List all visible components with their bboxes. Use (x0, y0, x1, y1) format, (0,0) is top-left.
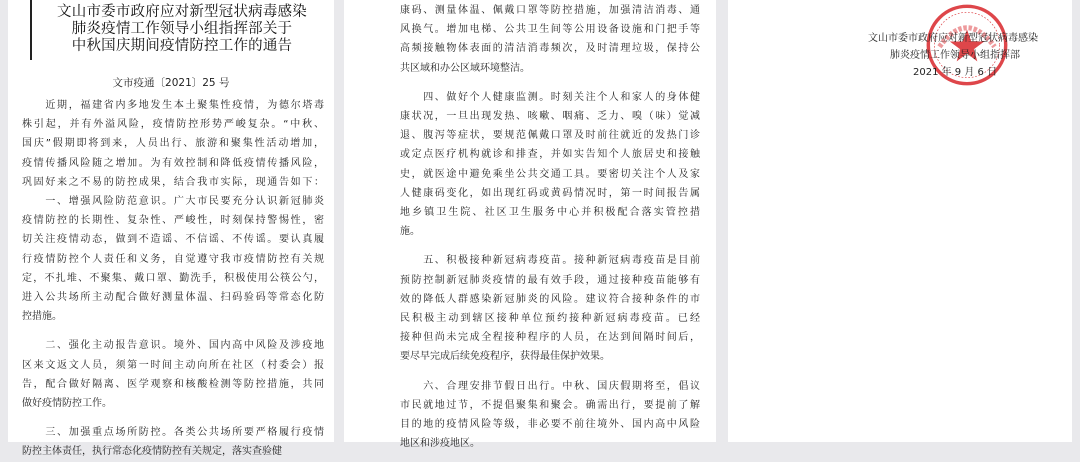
text-line: 施。 (400, 226, 420, 238)
text-line: 目的地的疫情风险等级，非必要不前往境外、国内高中风险 (400, 419, 700, 431)
title-line: 文山市委市政府应对新型冠状病毒感染 (57, 4, 307, 20)
text-line: 巩固好来之不易的防控成果，结合我市实际，现通告如下： (22, 176, 324, 188)
text-line: 近期，福建省内多地发生本土聚集性疫情，为德尔塔毒 (22, 100, 324, 111)
text-line: 定，不扎堆、不聚集、戴口罩、勤洗手，积极使用公筷公勺， (22, 272, 324, 284)
page-2-body (400, 1, 700, 453)
text-line: 国庆”假期即将到来，人员出行、旅游和聚集性活动增加， (22, 138, 324, 150)
text-line: 告，配合做好隔离、医学观察和核酸检测等防控措施，共同 (22, 378, 324, 390)
paragraph-gap (400, 241, 700, 251)
text-line: 五、积极接种新冠病毒疫苗。接种新冠病毒疫苗是目前 (400, 255, 700, 267)
text-line: 六、合理安排节假日出行。中秋、国庆假期将至，倡议 (400, 380, 700, 392)
text-line: 人健康码变化，如出现红码或黄码情况时，第一时间报告属 (400, 187, 700, 199)
text-line: 控措施。 (22, 311, 62, 323)
text-line: 株引起，并有外溢风险，疫情防控形势严峻复杂。“中秋、 (22, 119, 324, 131)
text-line: 二、强化主动报告意识。境外、国内高中风险及涉疫地 (22, 340, 324, 352)
text-line: 地区和涉疫地区。 (400, 438, 480, 450)
text-line: 疫情传播风险随之增加。为有效控制和降低疫情传播风险， (22, 157, 324, 169)
text-line: 退、腹泻等症状，要规范佩戴口罩及时前往就近的发热门诊 (400, 130, 700, 142)
paragraph-gap (22, 413, 324, 423)
text-line: 防控主体责任，执行常态化疫情防控有关规定，落实查验健 (22, 446, 282, 458)
text-line: 预防控制新冠肺炎疫情的最有效手段，通过接种疫苗能够有 (400, 274, 700, 286)
paragraph-gap (400, 78, 700, 88)
text-line: 进入公共场所主动配合做好测量体温、扫码验码等常态化防 (22, 292, 324, 304)
text-line: 市民就地过节，不提倡聚集和聚会。确需出行，要提前了解 (400, 399, 700, 411)
text-line: 共区域和办公区域环境整洁。 (400, 62, 530, 74)
paragraph-gap (400, 367, 700, 377)
text-line: 康状况，一旦出现发热、咳嗽、咽痛、乏力、嗅（味）觉减 (400, 111, 700, 123)
text-line: 或定点医疗机构就诊和排查，并如实告知个人旅居史和接触 (400, 149, 700, 161)
text-line: 民积极主动到辖区接种单位预约接种新冠病毒疫苗。已经 (400, 313, 700, 325)
issuer-line: 肺炎疫情工作领导小组指挥部 (890, 50, 1020, 61)
text-line: 接种但尚未完成全程接种程序的人员，在达到间隔时间后， (400, 332, 700, 344)
text-line: 地乡镇卫生院、社区卫生服务中心并积极配合落实管控措 (400, 207, 700, 219)
text-line: 行疫情防控个人责任和义务，自觉遵守我市疫情防控有关规 (22, 253, 324, 265)
paragraph-gap (22, 326, 324, 336)
text-line: 四、做好个人健康监测。时刻关注个人和家人的身体健 (400, 91, 700, 103)
text-line: 高频接触物体表面的清洁消毒频次，及时清理垃圾，保持公 (400, 43, 700, 55)
document-page-1 (8, 0, 334, 458)
document-page-3 (728, 0, 1072, 442)
document-number: 文市疫通〔2021〕25 号 (112, 77, 230, 89)
text-line: 疫情防控的长期性、复杂性、严峻性，时刻保持警惕性，密 (22, 215, 324, 227)
text-line: 一、增强风险防范意识。广大市民要充分认识新冠肺炎 (22, 196, 324, 208)
title-line: 中秋国庆期间疫情防控工作的通告 (71, 38, 293, 54)
text-line: 区来文返文人员，须第一时间主动向所在社区（村委会）报 (22, 359, 324, 371)
notice-title (42, 4, 322, 55)
document-page-2 (344, 0, 716, 450)
text-line: 切关注疫情动态，做到不造谣、不信谣、不传谣。要认真履 (22, 234, 324, 246)
text-line: 史，就医途中避免乘坐公共交通工具。要密切关注个人及家 (400, 168, 700, 180)
issuer-line: 文山市委市政府应对新型冠状病毒感染 (868, 33, 1038, 44)
text-line: 要尽早完成后续免疫程序，获得最佳保护效果。 (400, 351, 610, 363)
page-edge-mark (30, 0, 32, 60)
issue-date: 2021 年 9 月 6 日 (913, 67, 998, 78)
text-line: 康码、测量体温、佩戴口罩等防控措施，加强清洁消毒、通 (400, 5, 700, 16)
signature-block (868, 30, 1068, 81)
text-line: 效的降低人群感染新冠肺炎的风险。建议符合接种条件的市 (400, 293, 700, 305)
text-line: 三、加强重点场所防控。各类公共场所要严格履行疫情 (22, 427, 324, 439)
page-1-body (22, 96, 324, 462)
text-line: 风换气。增加电梯、公共卫生间等公用设备设施和门把手等 (400, 24, 700, 36)
text-line: 做好疫情防控工作。 (22, 398, 112, 410)
title-line: 肺炎疫情工作领导小组指挥部关于 (71, 21, 293, 37)
